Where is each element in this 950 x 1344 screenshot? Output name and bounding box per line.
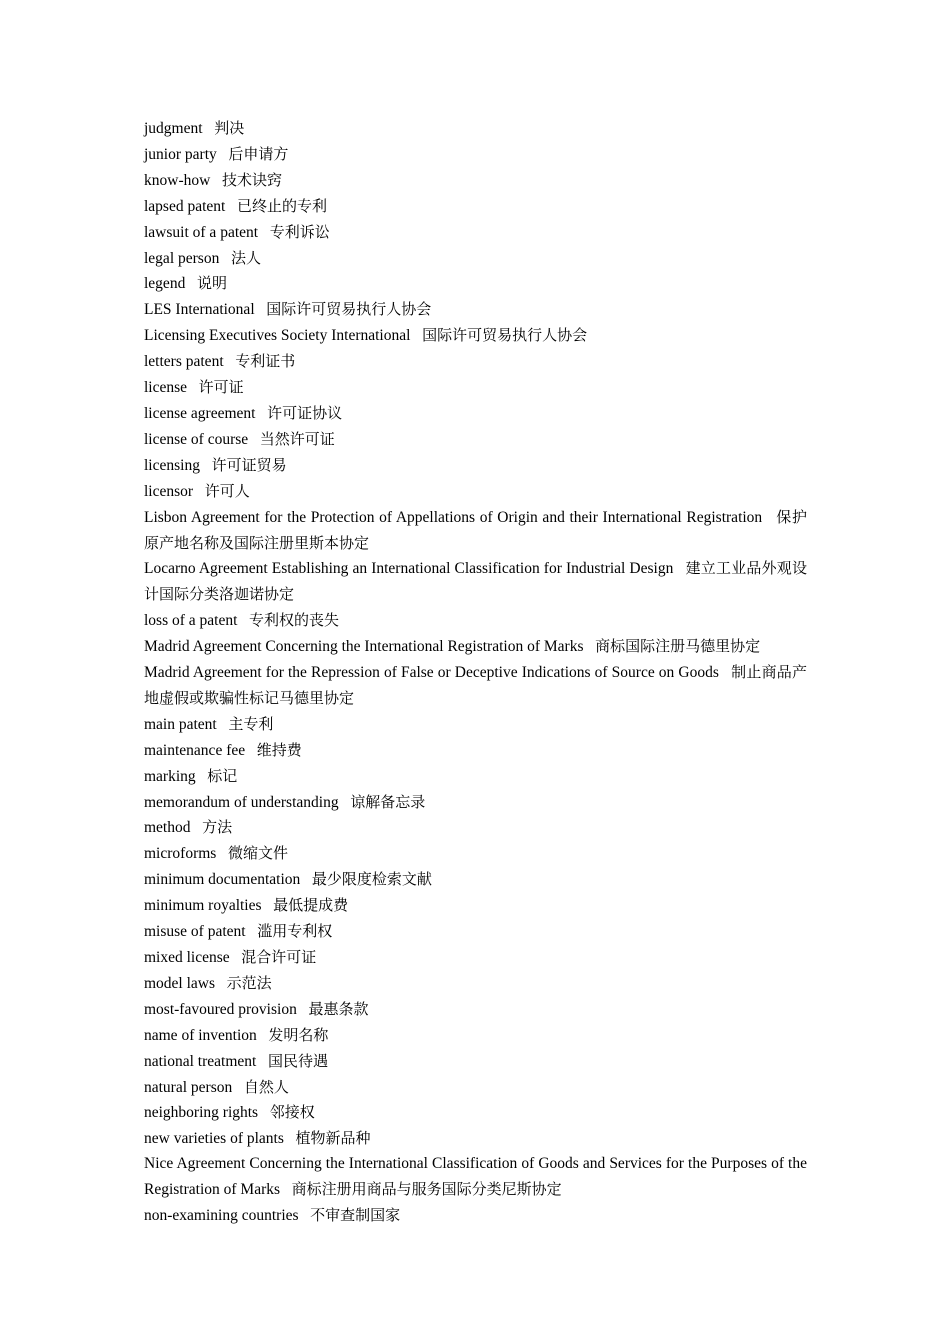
glossary-entry — [144, 349, 807, 375]
glossary-entry — [144, 971, 807, 997]
term-chinese: 法人 — [230, 248, 261, 267]
term-chinese: 国民待遇 — [267, 1051, 328, 1070]
term-english: Madrid Agreement Concerning the International Registration of Marks — [144, 638, 584, 656]
term-english: license agreement — [144, 404, 256, 422]
glossary-entry — [144, 271, 807, 297]
glossary-entry — [144, 919, 807, 945]
term-english: license — [144, 379, 188, 397]
term-english: national treatment — [144, 1052, 257, 1070]
term-chinese: 标记 — [207, 766, 238, 785]
term-english: know-how — [144, 171, 211, 189]
term-english: misuse of patent — [144, 923, 246, 941]
term-chinese: 许可人 — [204, 481, 250, 500]
term-chinese: 专利诉讼 — [269, 222, 330, 241]
glossary-entry — [144, 893, 807, 919]
term-chinese: 说明 — [196, 274, 227, 293]
glossary-entry — [144, 1152, 807, 1203]
term-english: Licensing Executives Society International — [144, 327, 411, 345]
term-english: minimum documentation — [144, 871, 301, 889]
term-english: licensing — [144, 456, 200, 474]
term-english: loss of a patent — [144, 612, 238, 630]
term-english: license of course — [144, 430, 249, 448]
term-english: judgment — [144, 120, 203, 137]
glossary-entry — [144, 246, 807, 272]
term-chinese: 国际许可贸易执行人协会 — [422, 326, 588, 345]
term-chinese: 商标注册用商品与服务国际分类尼斯协定 — [291, 1180, 562, 1199]
term-chinese: 专利权的丧失 — [249, 611, 340, 630]
term-chinese: 植物新品种 — [295, 1129, 371, 1148]
glossary-entry — [144, 660, 807, 712]
term-english: neighboring rights — [144, 1104, 259, 1122]
term-english: mixed license — [144, 949, 230, 966]
term-chinese: 邻接权 — [269, 1103, 315, 1122]
glossary-entry — [144, 841, 807, 867]
term-english: Madrid Agreement for the Repression of False or Deceptive Indications of Source on Goods — [144, 664, 719, 682]
term-chinese: 许可证协议 — [267, 403, 343, 422]
term-english: microforms — [144, 845, 217, 863]
term-chinese: 最少限度检索文献 — [311, 870, 432, 889]
glossary-entry — [144, 608, 807, 634]
glossary-entry — [144, 712, 807, 738]
term-english: junior party — [144, 145, 217, 163]
glossary-entry — [144, 790, 807, 816]
term-chinese: 谅解备忘录 — [350, 792, 426, 811]
term-english: lawsuit of a patent — [144, 223, 259, 241]
term-english: method — [144, 819, 191, 837]
glossary-entry — [144, 1100, 807, 1126]
term-english: name of invention — [144, 1026, 257, 1044]
term-english: Lisbon Agreement for the Protection of Appellations of Origin and their International Registration — [144, 508, 763, 526]
term-chinese: 最低提成费 — [273, 896, 349, 915]
term-english: main patent — [144, 715, 217, 733]
term-chinese: 混合许可证 — [241, 948, 317, 966]
glossary-entry — [144, 142, 807, 168]
term-chinese: 发明名称 — [268, 1025, 329, 1044]
term-chinese: 判决 — [214, 119, 245, 137]
glossary-entry — [144, 297, 807, 323]
term-chinese: 自然人 — [243, 1077, 289, 1096]
term-chinese: 微缩文件 — [227, 844, 288, 863]
glossary-entry — [144, 764, 807, 790]
glossary-entry — [144, 1075, 807, 1101]
term-english: Nice Agreement Concerning the International Classification of Goods and Services for the Purposes of the Registration of Marks — [144, 1155, 807, 1199]
glossary-entry — [144, 1126, 807, 1152]
term-english: legal person — [144, 249, 220, 267]
glossary-entry — [144, 505, 807, 557]
term-chinese: 当然许可证 — [259, 429, 335, 448]
term-chinese: 商标国际注册马德里协定 — [595, 637, 761, 656]
term-english: Locarno Agreement Establishing an International Classification for Industrial Design — [144, 560, 674, 578]
term-chinese: 国际许可贸易执行人协会 — [266, 300, 432, 319]
glossary-entry — [144, 453, 807, 479]
term-english: model laws — [144, 974, 216, 992]
glossary-entry — [144, 401, 807, 427]
glossary-entry — [144, 556, 807, 608]
glossary-entry — [144, 815, 807, 841]
glossary-entry — [144, 220, 807, 246]
term-chinese: 示范法 — [226, 973, 272, 992]
term-chinese: 许可证 — [198, 378, 244, 397]
term-chinese: 不审查制国家 — [310, 1206, 401, 1225]
term-english: most-favoured provision — [144, 1000, 297, 1018]
term-chinese: 主专利 — [228, 714, 274, 733]
glossary-entry — [144, 738, 807, 764]
term-english: marking — [144, 767, 196, 785]
glossary-entry — [144, 1023, 807, 1049]
term-chinese: 最惠条款 — [308, 999, 369, 1018]
term-chinese: 许可证贸易 — [211, 455, 287, 474]
glossary-page — [144, 116, 807, 1229]
term-english: LES International — [144, 301, 255, 319]
glossary-entry — [144, 867, 807, 893]
term-english: new varieties of plants — [144, 1130, 284, 1148]
term-chinese: 技术诀窍 — [221, 170, 282, 189]
term-english: licensor — [144, 482, 194, 500]
glossary-entry — [144, 427, 807, 453]
term-english: letters patent — [144, 353, 224, 371]
term-english: non-examining countries — [144, 1207, 299, 1225]
term-english: lapsed patent — [144, 197, 226, 215]
glossary-entry — [144, 116, 807, 142]
term-chinese: 制止商品产地虚假或欺骗性标记马德里协定 — [144, 663, 808, 707]
glossary-entry — [144, 945, 807, 971]
term-chinese: 保护原产地名称及国际注册里斯本协定 — [144, 507, 807, 552]
glossary-entry — [144, 323, 807, 349]
term-english: minimum royalties — [144, 897, 262, 915]
term-english: legend — [144, 275, 186, 293]
term-chinese: 已终止的专利 — [236, 196, 327, 215]
glossary-entry — [144, 194, 807, 220]
term-chinese: 方法 — [202, 818, 233, 837]
glossary-entry — [144, 634, 807, 660]
term-english: maintenance fee — [144, 741, 246, 759]
glossary-entry — [144, 375, 807, 401]
glossary-entry — [144, 997, 807, 1023]
term-chinese: 后申请方 — [228, 144, 289, 163]
term-english: memorandum of understanding — [144, 793, 339, 811]
glossary-entry — [144, 1203, 807, 1229]
glossary-entry — [144, 168, 807, 194]
term-chinese: 滥用专利权 — [257, 922, 333, 941]
term-english: natural person — [144, 1078, 233, 1096]
glossary-entry — [144, 479, 807, 505]
term-chinese: 建立工业品外观设计国际分类洛迦诺协定 — [144, 559, 807, 604]
term-chinese: 专利证书 — [235, 352, 296, 371]
term-chinese: 维持费 — [256, 740, 302, 759]
glossary-entry — [144, 1049, 807, 1075]
